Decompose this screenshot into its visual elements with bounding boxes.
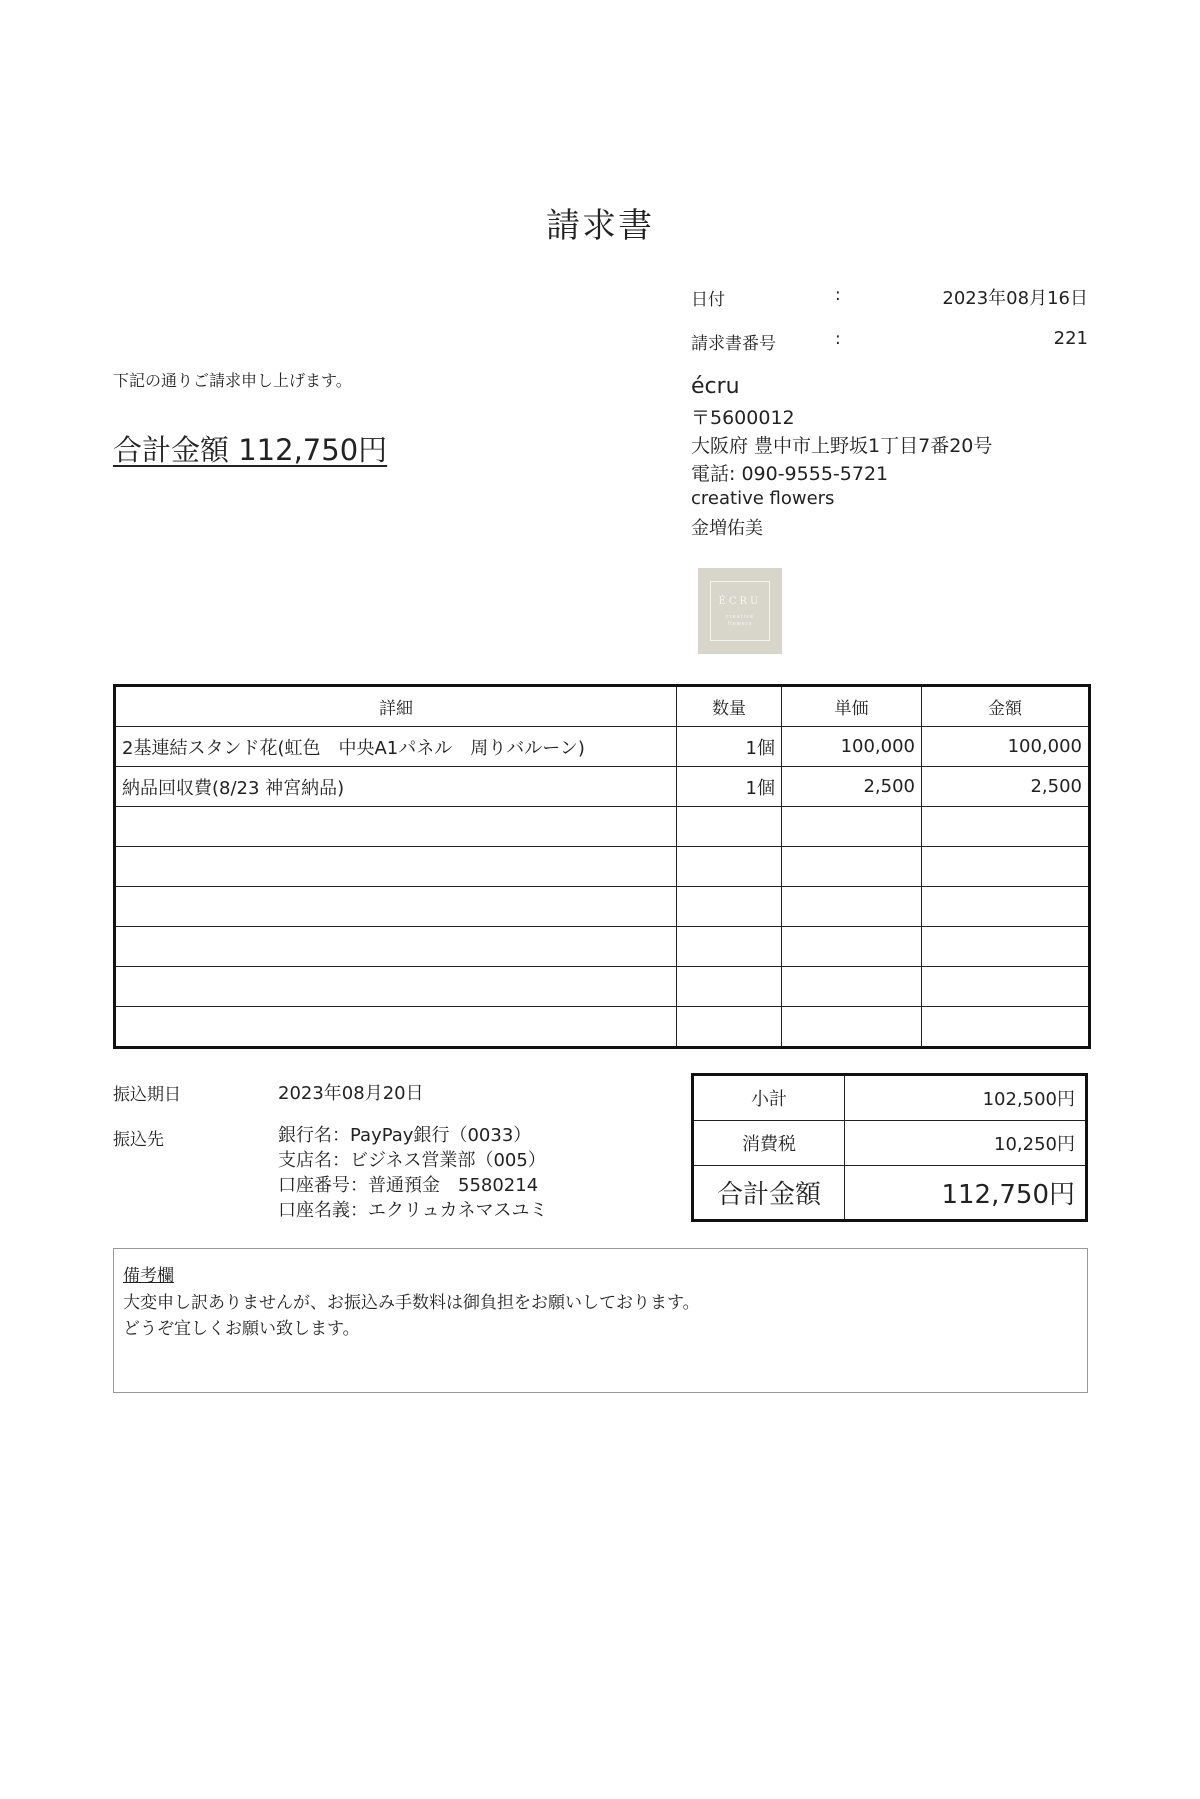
item-amount: 2,500 — [922, 767, 1090, 807]
empty-cell — [115, 1007, 677, 1048]
transfer-to-label: 振込先 — [113, 1130, 164, 1150]
item-quantity: 1個 — [677, 767, 782, 807]
tax-value: 10,250円 — [845, 1121, 1087, 1166]
issuer-person: 金増佑美 — [691, 518, 763, 539]
remarks-heading: 備考欄 — [123, 1266, 174, 1286]
grand-total-value: 112,750円 — [845, 1166, 1087, 1221]
issuer-tagline: creative flowers — [691, 488, 835, 509]
header-amount: 金額 — [922, 686, 1090, 727]
subtotal-row — [693, 1075, 1087, 1121]
logo-sub-text: creative flowers — [725, 614, 755, 627]
issuer-phone: 電話: 090-9555-5721 — [691, 463, 889, 485]
subtotal-label: 小計 — [693, 1075, 845, 1121]
grand-total-label: 合計金額 — [693, 1166, 845, 1221]
empty-cell — [677, 1007, 782, 1048]
remarks-line-2: どうぞ宜しくお願い致します。 — [123, 1319, 360, 1339]
table-row-empty — [115, 887, 1090, 927]
item-quantity: 1個 — [677, 727, 782, 767]
grand-total-row — [693, 1166, 1087, 1221]
bank-name: 銀行名：PayPay銀行（0033） — [278, 1125, 532, 1146]
company-logo — [698, 568, 782, 654]
subtotal-value: 102,500円 — [845, 1075, 1087, 1121]
empty-cell — [782, 1007, 922, 1048]
item-unit-price: 100,000 — [782, 727, 922, 767]
greeting-text: 下記の通りご請求申し上げます。 — [113, 371, 352, 390]
empty-cell — [782, 847, 922, 887]
header-detail: 詳細 — [115, 686, 677, 727]
invoice-title: 請求書 — [546, 206, 654, 246]
table-row-empty — [115, 967, 1090, 1007]
empty-cell — [782, 887, 922, 927]
empty-cell — [922, 847, 1090, 887]
empty-cell — [677, 807, 782, 847]
logo-brand-text: ÉCRU — [718, 596, 762, 607]
empty-cell — [677, 927, 782, 967]
due-date-value: 2023年08月20日 — [278, 1083, 424, 1104]
table-row-empty — [115, 927, 1090, 967]
empty-cell — [115, 967, 677, 1007]
header-unit-price: 単価 — [782, 686, 922, 727]
total-amount-headline: 合計金額 112,750円 — [113, 433, 388, 467]
tax-row — [693, 1121, 1087, 1166]
date-value: 2023年08月16日 — [942, 288, 1088, 309]
table-row-empty — [115, 1007, 1090, 1048]
summary-table — [691, 1073, 1088, 1222]
empty-cell — [677, 887, 782, 927]
empty-cell — [922, 967, 1090, 1007]
date-label: 日付 — [691, 290, 725, 310]
empty-cell — [677, 847, 782, 887]
line-items-table — [113, 684, 1091, 1049]
empty-cell — [922, 807, 1090, 847]
table-row-empty — [115, 807, 1090, 847]
item-unit-price: 2,500 — [782, 767, 922, 807]
empty-cell — [922, 927, 1090, 967]
invoice-number-colon: : — [835, 329, 841, 349]
table-row — [115, 727, 1090, 767]
invoice-number-label: 請求書番号 — [691, 334, 776, 354]
empty-cell — [922, 1007, 1090, 1048]
header-quantity: 数量 — [677, 686, 782, 727]
empty-cell — [677, 967, 782, 1007]
issuer-address: 大阪府 豊中市上野坂1丁目7番20号 — [691, 435, 993, 457]
table-header-row — [115, 686, 1090, 727]
invoice-number-value: 221 — [1053, 328, 1088, 349]
account-holder: 口座名義：エクリュカネマスユミ — [278, 1200, 548, 1221]
empty-cell — [115, 927, 677, 967]
item-detail: 納品回収費(8/23 神宮納品) — [115, 767, 677, 807]
remarks-box — [113, 1248, 1088, 1393]
date-colon: : — [835, 285, 841, 305]
empty-cell — [922, 887, 1090, 927]
empty-cell — [115, 847, 677, 887]
table-row-empty — [115, 847, 1090, 887]
item-amount: 100,000 — [922, 727, 1090, 767]
issuer-postal: 〒5600012 — [691, 407, 795, 429]
item-detail: 2基連結スタンド花(虹色 中央A1パネル 周りバルーン) — [115, 727, 677, 767]
remarks-line-1: 大変申し訳ありませんが、お振込み手数料は御負担をお願いしております。 — [123, 1293, 700, 1313]
empty-cell — [782, 927, 922, 967]
account-number: 口座番号：普通預金 5580214 — [278, 1175, 539, 1196]
branch-name: 支店名：ビジネス営業部（005） — [278, 1150, 546, 1171]
table-row — [115, 767, 1090, 807]
empty-cell — [782, 807, 922, 847]
empty-cell — [782, 967, 922, 1007]
tax-label: 消費税 — [693, 1121, 845, 1166]
empty-cell — [115, 807, 677, 847]
empty-cell — [115, 887, 677, 927]
due-date-label: 振込期日 — [113, 1085, 181, 1105]
issuer-name: écru — [691, 374, 740, 399]
